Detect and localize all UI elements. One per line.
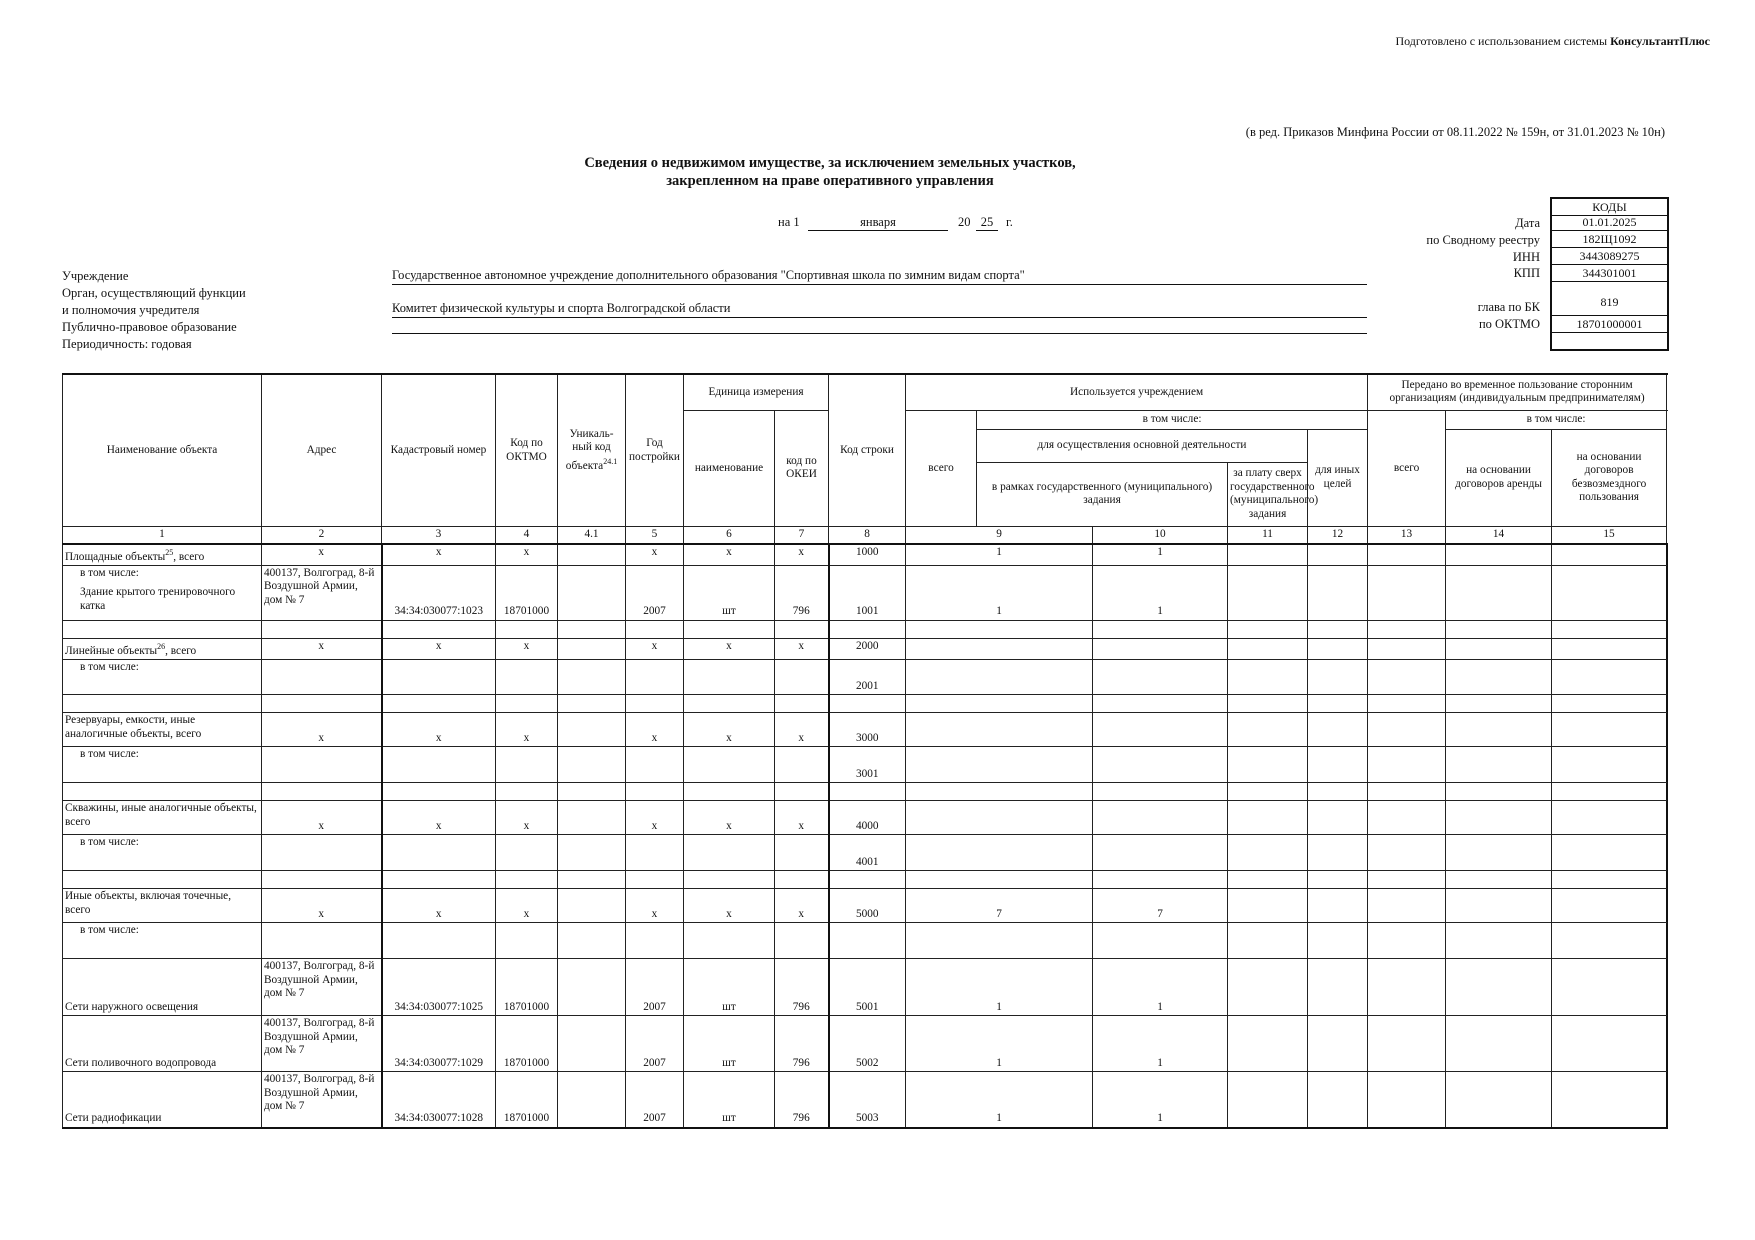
row-total: 1 <box>906 1016 1093 1072</box>
th-other-purposes: для иных целей <box>1308 429 1368 527</box>
code-label-inn: ИНН <box>1512 250 1540 264</box>
row-address: 400137, Волгоград, 8-й Воздушной Армии, дом № 7 <box>262 1072 382 1128</box>
row-within-task: 1 <box>1093 1016 1228 1072</box>
date-prefix: на 1 <box>778 215 800 229</box>
row-unit: х <box>684 889 775 923</box>
code-label-kpp: КПП <box>1513 266 1540 280</box>
document-title <box>500 154 1160 190</box>
row-name: Сети радиофикации <box>63 1072 262 1128</box>
row-okei: х <box>775 889 829 923</box>
row-name: Площадные объекты$^{25}$, всего <box>63 544 262 566</box>
row-okei: х <box>775 544 829 566</box>
codes-box <box>1550 214 1669 351</box>
organ-label-2: и полномочия учредителя <box>62 303 200 317</box>
th-lease: на основании договоров аренды <box>1446 429 1552 527</box>
redaction-note: (в ред. Приказов Минфина России от 08.11.2022 № 159н, от 31.01.2023 № 10н) <box>1245 125 1665 139</box>
row-cadastral: х <box>382 638 496 659</box>
row-code: 3001 <box>829 747 906 783</box>
row-name: Сети поливочного водопровода <box>63 1016 262 1072</box>
row-code: 5000 <box>829 889 906 923</box>
th-unit-name: наименование <box>684 410 775 527</box>
row-oktmo: х <box>496 713 558 747</box>
row-code: 1001 <box>829 565 906 620</box>
row-unit: х <box>684 801 775 835</box>
date-suffix: г. <box>1006 215 1013 229</box>
th-year: Год постройки <box>626 374 684 527</box>
institution-value: Государственное автономное учреждение дополнительного образования "Спортивная школа по зимним видам спорта" <box>392 268 1367 285</box>
row-cadastral: 34:34:030077:1023 <box>382 565 496 620</box>
code-inn: 3443089275 <box>1552 248 1667 265</box>
table-row <box>63 660 1667 695</box>
row-total: 1 <box>906 959 1093 1016</box>
th-transferred-group: Передано во временное пользование сторонним организациям (индивидуальным предпринимателям) <box>1368 374 1667 410</box>
row-total: 1 <box>906 544 1093 566</box>
col-num-6: 6 <box>684 527 775 544</box>
code-label-bk: глава по БК <box>1477 300 1540 314</box>
public-entity-label: Публично-правовое образование <box>62 320 237 334</box>
row-okei: 796 <box>775 565 829 620</box>
code-registry: 182Щ1092 <box>1552 231 1667 248</box>
table-row <box>63 801 1667 835</box>
row-total: 1 <box>906 565 1093 620</box>
th-over-task: за плату сверх государственного (муниципального) задания <box>1228 462 1308 526</box>
row-okei: 796 <box>775 959 829 1016</box>
row-address: х <box>262 713 382 747</box>
col-num-12: 12 <box>1308 527 1368 544</box>
th-transferred-including: в том числе: <box>1446 410 1667 429</box>
row-code: 5001 <box>829 959 906 1016</box>
col-num-14: 14 <box>1446 527 1552 544</box>
th-unit-group: Единица измерения <box>684 374 829 410</box>
row-unit: х <box>684 638 775 659</box>
row-cadastral: х <box>382 801 496 835</box>
row-oktmo: х <box>496 801 558 835</box>
col-num-3: 3 <box>382 527 496 544</box>
col-num-15: 15 <box>1552 527 1667 544</box>
row-year: 2007 <box>626 1072 684 1128</box>
row-okei: 796 <box>775 1016 829 1072</box>
organ-value: Комитет физической культуры и спорта Волгоградской области <box>392 301 1367 318</box>
row-cadastral: 34:34:030077:1028 <box>382 1072 496 1128</box>
col-num-9: 9 <box>906 527 1093 544</box>
table-row <box>63 544 1667 566</box>
row-code: 4000 <box>829 801 906 835</box>
row-name: в том числе: <box>63 835 262 871</box>
table-row <box>63 747 1667 783</box>
table-row <box>63 835 1667 871</box>
code-bk: 819 <box>1552 282 1667 316</box>
row-address: х <box>262 638 382 659</box>
th-unit-code: код по ОКЕИ <box>775 410 829 527</box>
date-month: января <box>808 215 948 231</box>
row-cadastral: 34:34:030077:1025 <box>382 959 496 1016</box>
row-code: 2001 <box>829 660 906 695</box>
th-transferred-total: всего <box>1368 410 1446 527</box>
row-oktmo: х <box>496 544 558 566</box>
row-year: 2007 <box>626 1016 684 1072</box>
row-name: в том числе: <box>63 923 262 959</box>
row-okei: х <box>775 801 829 835</box>
th-cadastral: Кадастровый номер <box>382 374 496 527</box>
date-year: 25 <box>976 215 998 231</box>
row-total: 1 <box>906 1072 1093 1128</box>
institution-label: Учреждение <box>62 269 129 283</box>
code-label-date: Дата <box>1515 216 1540 230</box>
row-name: Иные объекты, включая точечные, всего <box>63 889 262 923</box>
th-address: Адрес <box>262 374 382 527</box>
row-year: х <box>626 713 684 747</box>
table-row <box>63 923 1667 959</box>
row-okei: х <box>775 638 829 659</box>
row-code: 5003 <box>829 1072 906 1128</box>
th-within-task: в рамках государственного (муниципального) задания <box>977 462 1228 526</box>
row-year: х <box>626 544 684 566</box>
col-num-8: 8 <box>829 527 906 544</box>
row-cadastral: 34:34:030077:1029 <box>382 1016 496 1072</box>
periodicity-label: Периодичность: годовая <box>62 337 192 351</box>
table-row <box>63 565 1667 620</box>
row-address: х <box>262 889 382 923</box>
col-num-11: 11 <box>1228 527 1308 544</box>
consultant-note: Подготовлено с использованием системы КонсультантПлюс <box>1395 34 1710 48</box>
col-num-2: 2 <box>262 527 382 544</box>
row-oktmo: х <box>496 638 558 659</box>
row-unit: шт <box>684 959 775 1016</box>
row-total: 7 <box>906 889 1093 923</box>
row-oktmo: 18701000 <box>496 959 558 1016</box>
row-cadastral: х <box>382 713 496 747</box>
row-address: 400137, Волгоград, 8-й Воздушной Армии, дом № 7 <box>262 959 382 1016</box>
row-cadastral: х <box>382 544 496 566</box>
row-code: 4001 <box>829 835 906 871</box>
row-unit: х <box>684 544 775 566</box>
code-oktmo: 18701000001 <box>1552 316 1667 333</box>
code-label-registry: по Сводному реестру <box>1426 233 1540 247</box>
col-num-4: 4 <box>496 527 558 544</box>
table-row <box>63 638 1667 659</box>
table-row <box>63 713 1667 747</box>
row-name: в том числе: <box>63 660 262 695</box>
row-name: в том числе: <box>63 747 262 783</box>
row-cadastral: х <box>382 889 496 923</box>
th-used-total: всего <box>906 410 977 527</box>
table-row <box>63 959 1667 1016</box>
row-name: Линейные объекты$^{26}$, всего <box>63 638 262 659</box>
th-free-use: на основании договоров безвозмездного пользования <box>1552 429 1667 527</box>
code-date: 01.01.2025 <box>1552 214 1667 231</box>
row-within-task: 7 <box>1093 889 1228 923</box>
table-row <box>63 889 1667 923</box>
title-line-1: Сведения о недвижимом имуществе, за исключением земельных участков, <box>584 155 1076 171</box>
codes-header: КОДЫ <box>1550 197 1669 216</box>
row-name: в том числе: Здание крытого тренировочного катка <box>63 565 262 620</box>
row-year: 2007 <box>626 565 684 620</box>
th-oktmo: Код по ОКТМО <box>496 374 558 527</box>
row-okei: 796 <box>775 1072 829 1128</box>
th-unique: Уникаль-ный код объекта$^{24.1}$ <box>558 374 626 527</box>
row-address: 400137, Волгоград, 8-й Воздушной Армии, дом № 7 <box>262 1016 382 1072</box>
col-num-13: 13 <box>1368 527 1446 544</box>
row-code: 5002 <box>829 1016 906 1072</box>
th-main-activity: для осуществления основной деятельности <box>977 429 1308 462</box>
code-empty <box>1552 333 1667 349</box>
row-within-task: 1 <box>1093 565 1228 620</box>
row-address: х <box>262 801 382 835</box>
row-unit: х <box>684 713 775 747</box>
row-within-task: 1 <box>1093 544 1228 566</box>
row-year: х <box>626 889 684 923</box>
row-year: х <box>626 638 684 659</box>
row-okei: х <box>775 713 829 747</box>
col-num-4-1: 4.1 <box>558 527 626 544</box>
code-kpp: 344301001 <box>1552 265 1667 282</box>
table-row <box>63 1016 1667 1072</box>
public-entity-line <box>392 333 1367 334</box>
th-used-group: Используется учреждением <box>906 374 1368 410</box>
col-num-10: 10 <box>1093 527 1228 544</box>
row-unit: шт <box>684 1016 775 1072</box>
code-label-oktmo: по ОКТМО <box>1478 317 1540 331</box>
row-year: 2007 <box>626 959 684 1016</box>
date-year-prefix: 20 <box>958 215 971 229</box>
row-year: х <box>626 801 684 835</box>
col-num-7: 7 <box>775 527 829 544</box>
row-name: Сети наружного освещения <box>63 959 262 1016</box>
property-table <box>62 373 1668 1129</box>
row-address: х <box>262 544 382 566</box>
row-address: 400137, Волгоград, 8-й Воздушной Армии, дом № 7 <box>262 565 382 620</box>
row-code: 3000 <box>829 713 906 747</box>
row-within-task: 1 <box>1093 1072 1228 1128</box>
row-code: 2000 <box>829 638 906 659</box>
row-oktmo: 18701000 <box>496 565 558 620</box>
col-num-5: 5 <box>626 527 684 544</box>
row-within-task: 1 <box>1093 959 1228 1016</box>
organ-label-1: Орган, осуществляющий функции <box>62 286 246 300</box>
row-name: Резервуары, емкости, иные аналогичные объекты, всего <box>63 713 262 747</box>
row-name: Скважины, иные аналогичные объекты, всего <box>63 801 262 835</box>
row-unit: шт <box>684 1072 775 1128</box>
col-num-1: 1 <box>63 527 262 544</box>
row-oktmo: 18701000 <box>496 1072 558 1128</box>
row-oktmo: 18701000 <box>496 1016 558 1072</box>
th-name: Наименование объекта <box>63 374 262 527</box>
row-code: 1000 <box>829 544 906 566</box>
row-unit: шт <box>684 565 775 620</box>
table-row <box>63 1072 1667 1128</box>
th-row-code: Код строки <box>829 374 906 527</box>
row-oktmo: х <box>496 889 558 923</box>
th-used-including: в том числе: <box>977 410 1368 429</box>
title-line-2: закрепленном на праве оперативного управления <box>666 173 994 189</box>
consultant-brand: КонсультантПлюс <box>1610 34 1710 48</box>
